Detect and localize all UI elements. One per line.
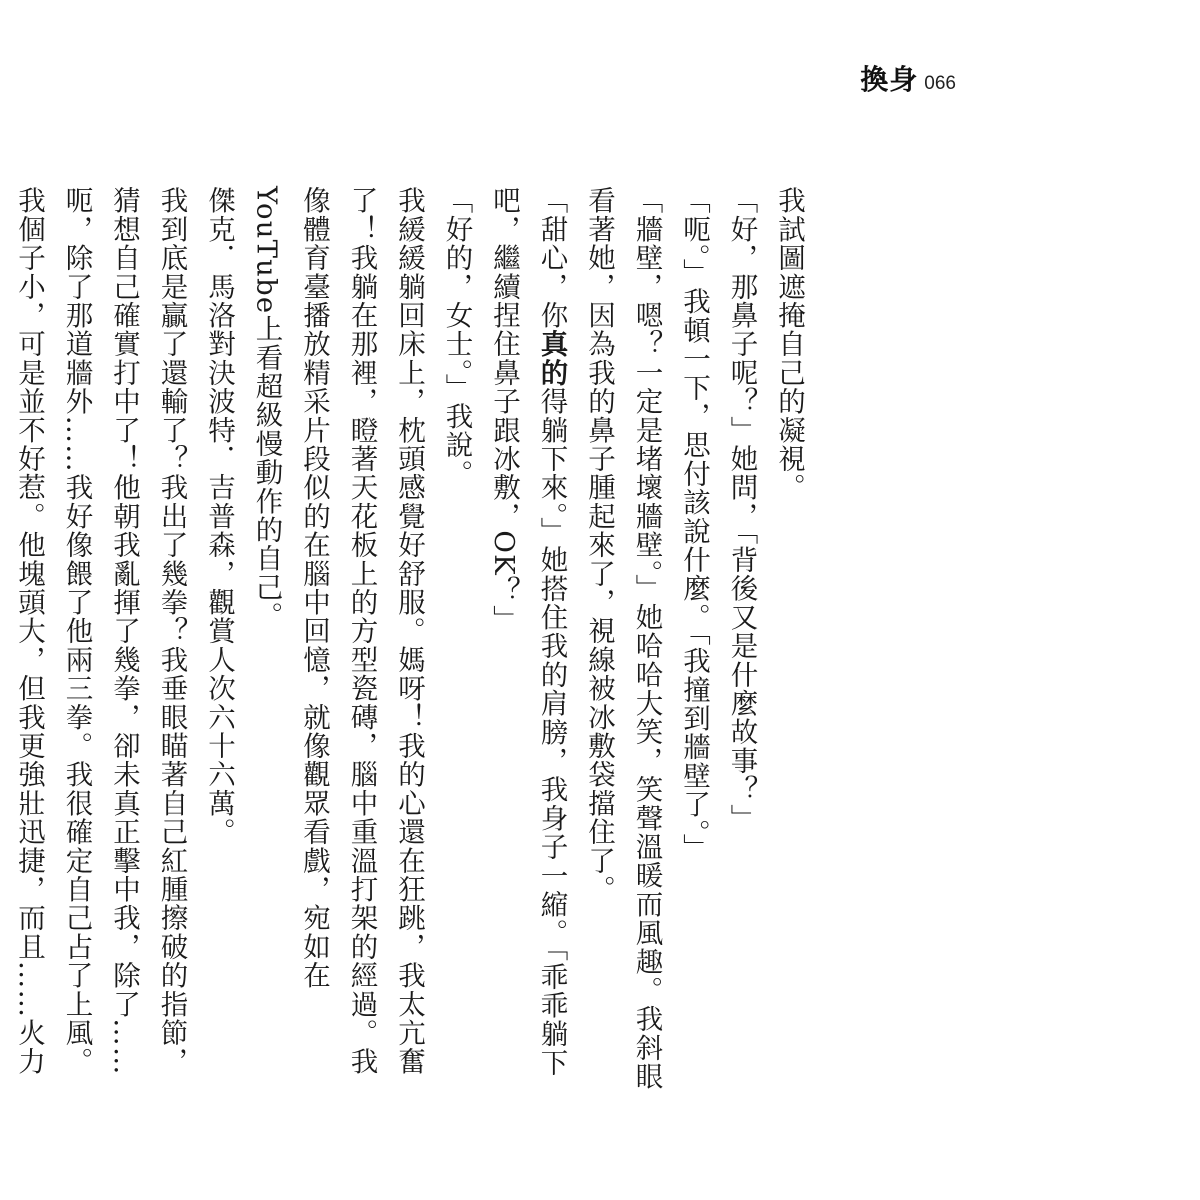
paragraph-5 [480,158,575,1093]
body-text [13,158,812,1093]
paragraph-4: 「牆壁，嗯？一定是堵壞牆壁。」她哈哈大笑，笑聲溫暖而風趣。我斜眼看著她，因為我的鼻子腫起來了，視線被冰敷袋擋住了。 [583,185,663,1091]
paragraph-8: 傑克．馬洛對決波特．吉普森，觀賞人次六十六萬。 [203,185,235,846]
paragraph-6: 「好的，女士。」我說。 [440,185,473,488]
paragraph-2: 「好，那鼻子呢？」她問，「背後又是什麼故事？」 [725,185,758,832]
paragraph-1: 我試圖遮掩自己的凝視。 [773,185,805,502]
paragraph-5-after: 得躺下來。」她搭住我的肩膀，我身子一縮。「乖乖躺下吧，繼續捏住鼻子跟冰敷，OK？」 [488,185,568,1077]
paragraph-5-before: 「甜心，你 [535,185,568,329]
paragraph-3: 「呃。」我頓一下，思付該說什麼。「我撞到牆壁了。」 [678,185,710,862]
emphasis-text: 真的 [535,329,568,387]
paragraph-9: 我到底是贏了還輸了？我出了幾拳？我垂眼瞄著自己紅腫擦破的指節，猜想自己確實打中了！他朝我亂揮了幾拳，卻未真正擊中我，除了……呃，除了那道牆外……我好像餵了他兩三拳。我很確定自己占了上風。我個子小，可是並不好惹。他塊頭大，但我更強壯迅捷，而且……火力 [13,185,188,1076]
book-title: 換身 [860,63,919,96]
paragraph-7: 我緩緩躺回床上，枕頭感覺好舒服。媽呀！我的心還在狂跳，我太亢奮了！我躺在那裡，瞪著天花板上的方型瓷磚，腦中重溫打架的經過。我像體育臺播放精采片段似的在腦中回憶，就像觀眾看戲，宛如在YouTube上看超級慢動作的自己。 [250,185,425,1076]
page-header [860,58,956,98]
page-number: 066 [924,73,956,94]
